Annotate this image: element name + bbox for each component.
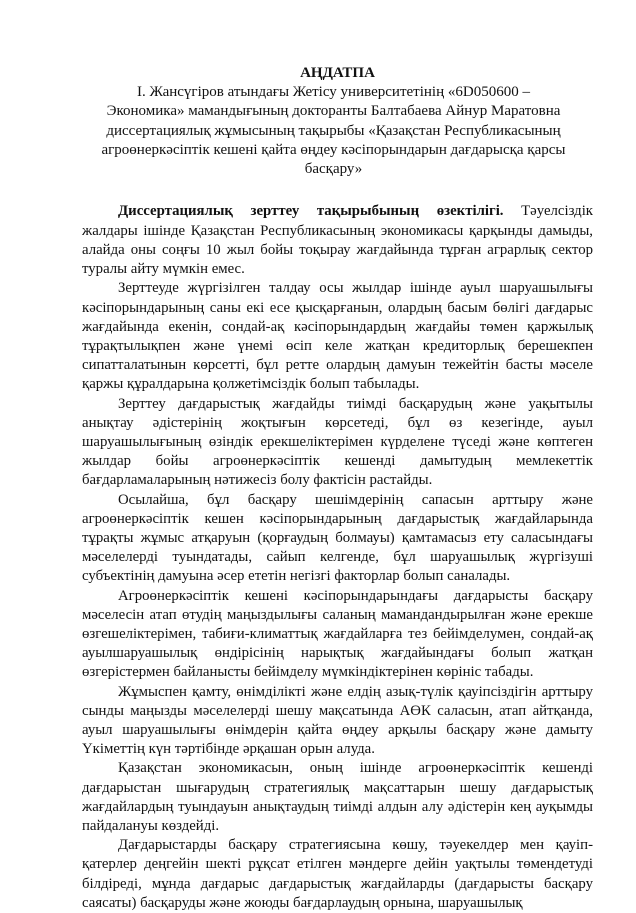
paragraph <box>82 587 593 683</box>
paragraph-text: Қазақстан экономикасын, оның ішінде агроөнеркәсіптік кешенді дағдарыстан шығарудың стратегиялық мақсаттарын шешу дағдарыстық жағдайлардың туындауын анықтаудың тиімді алдын алу әдістерін кең ауқымды пайдалануы көздейді. <box>82 760 593 834</box>
document-title: АҢДАТПА <box>300 65 375 81</box>
paragraph-text: Зерттеуде жүргізілген талдау осы жылдар ішінде ауыл шаруашылығы кәсіпорындарының саны екі есе қысқарғанын, олардың басым бөлігі дағдарыс жағдайында екенін, сондай-ақ кәсіпорындардың жағдайы төмен қаржылық тұрақтылықпен және үнемі өсіп келе жатқан кредиторлық берешекпен сипатталатынын көрсетті, бұл ретте олардың дамуын тежейтін басты мәселе қаржы құралдарына қолжетімсіздік болып табылады. <box>82 280 593 393</box>
dissertation-heading <box>82 83 585 179</box>
paragraph-relevance <box>82 202 593 279</box>
paragraph <box>82 759 593 836</box>
heading-line: агроөнеркәсіптік кешені қайта өңдеу кәсіпорындарын дағдарысқа қарсы <box>101 141 566 158</box>
paragraph-text: Жұмыспен қамту, өнімділікті және елдің азық-түлік қауіпсіздігін арттыру сынды маңызды мәселелерді шешу мақсатында АӨК саласын, атап айтқанда, ауыл шаруашылығы өнімдерін қайта өңдеу арқылы басқару және дамыту Үкіметтің күн тәртібінде әрқашан орын алуда. <box>82 683 593 758</box>
paragraph <box>82 491 593 587</box>
paragraph <box>82 836 593 913</box>
heading-line: Экономика» мамандығының докторанты Балтабаева Айнур Маратовна <box>106 103 561 120</box>
paragraph-lead: Диссертациялық зерттеу тақырыбының өзектілігі. <box>118 203 504 220</box>
paragraph-text: Осылайша, бұл басқару шешімдерінің сапасын арттыру және агроөнеркәсіптік кешен кәсіпорындарының дағдарыстық жағдайларында тұрақты жұмыс атқаруын (қорғаудың болмауы) қамтамасыз ету саласындағы мәселелерді туындатады, сайып келгенде, бұл шаруашылық жүргізуші субъектінің дамуына әсер ететін негізгі факторлар болып саналады. <box>82 491 593 585</box>
heading-line: І. Жансүгіров атындағы Жетісу университетінің «6D050600 – <box>137 84 530 100</box>
heading-line: басқару» <box>304 161 363 178</box>
paragraph-text: Агроөнеркәсіптік кешені кәсіпорындарындағы дағдарысты басқару мәселесін атап өтудің маңыздылығы саланың мамандандырылған және ерекше өзгешеліктерімен, табиғи-климаттық жағдайларға тез бейімделумен, сондай-ақ ауылшаруашылық өндірісінің нарықтық жағдайындағы болып жатқан өзгерістермен байланысты бейімделу мүмкіндіктерінен көрініс табады. <box>82 587 593 681</box>
paragraph <box>82 395 593 491</box>
document-page <box>82 64 593 913</box>
paragraph-text: Дағдарыстарды басқару стратегиясына көшу, тәуекелдер мен қауіп-қатерлер деңгейін шекті рұқсат етілген мәндерге дейін уақтылы төмендетуді білдіреді, мұнда дағдарыс дағдарыстық жағдайларды (дағдарысты басқару саясаты) басқаруды және жоюды бағдарлаудың орнына, шаруашылық <box>82 837 593 911</box>
body-text <box>82 202 593 913</box>
paragraph <box>82 683 593 760</box>
paragraph-text: Тәуелсіздік жалдары ішінде Қазақстан Республикасының экономикасы қарқынды дамыды, алайда оны соңғы 10 жыл бойы тоқырау жағдайында тұрған аграрлық сектор туралы айту мүмкін емес. <box>82 203 593 278</box>
paragraph-text: Зерттеу дағдарыстық жағдайды тиімді басқарудың және уақытылы анықтау әдістерінің жоқтығын көрсетеді, бұл өз кезегінде, ауыл шаруашылығының өзіндік ерекшеліктерімен күрделене түседі және көптеген жылдар бойы агроөнеркәсіптік кешенді дамытудың мемлекеттік бағдарламаларының нәтижесіз болу фактісін растайды. <box>82 395 593 489</box>
heading-line: диссертациялық жұмысының тақырыбы «Қазақстан Республикасының <box>106 122 561 139</box>
paragraph <box>82 279 593 394</box>
